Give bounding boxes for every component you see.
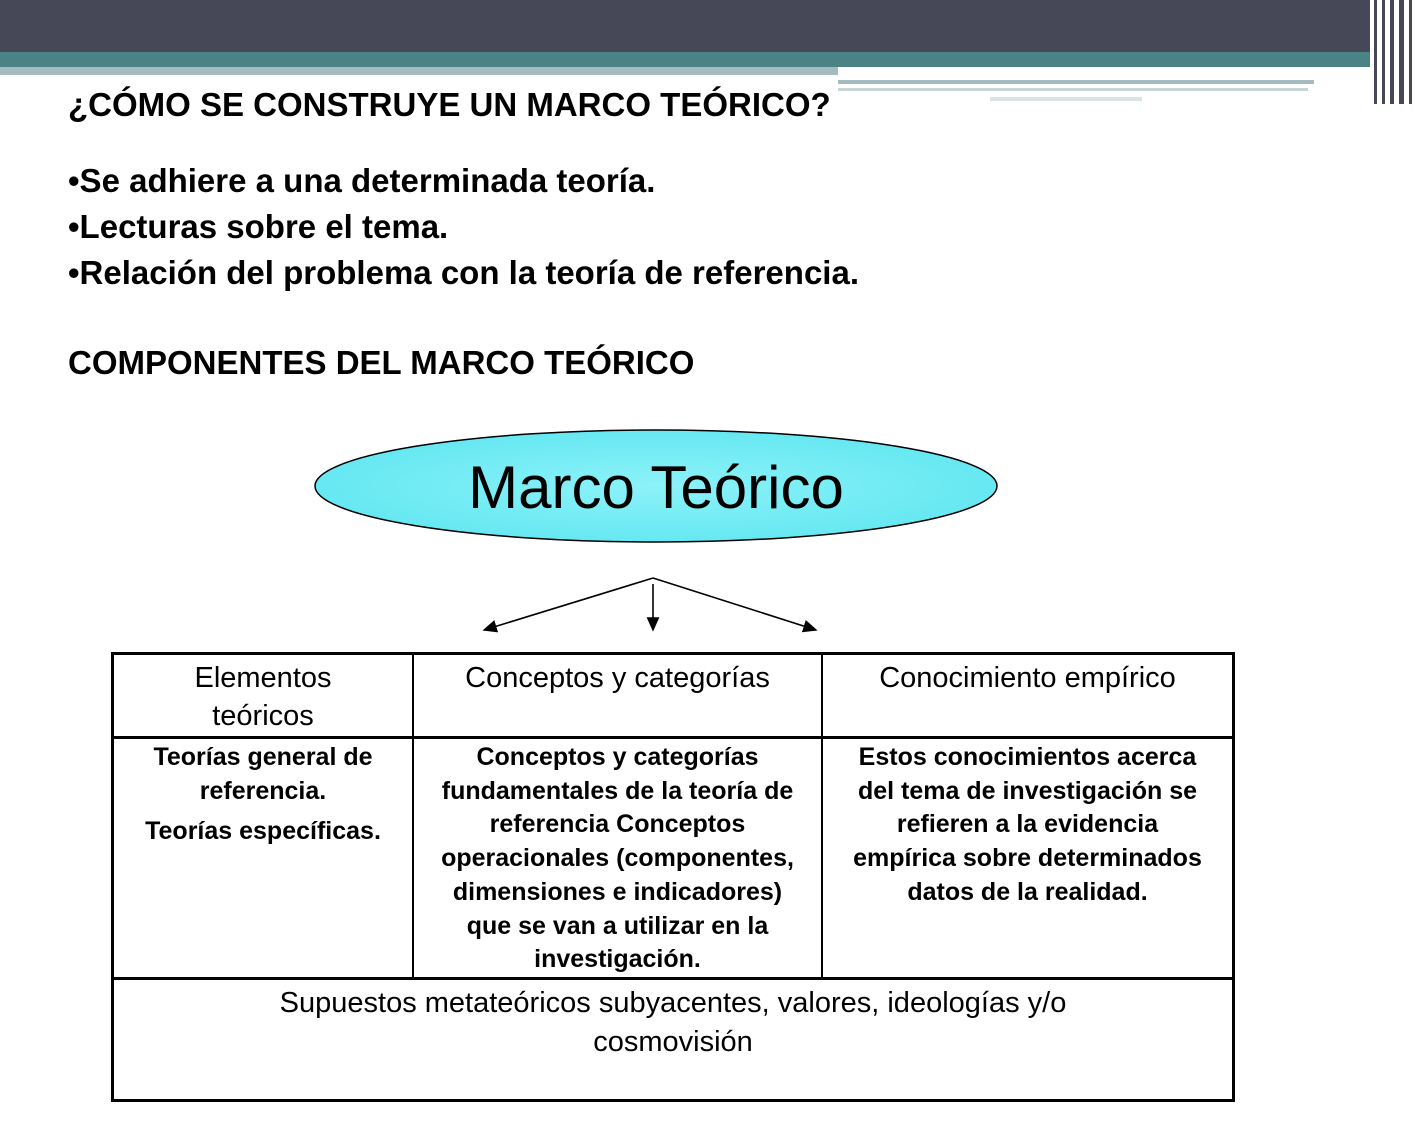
vertical-bar: [1399, 0, 1404, 104]
row-divider: [114, 736, 1232, 739]
header-line: Conocimiento empírico: [879, 662, 1176, 694]
body-line: datos de la realidad.: [907, 877, 1148, 906]
column-body-elementos: [114, 741, 412, 849]
vertical-bar: [1390, 0, 1394, 104]
column-header-conocimiento: [823, 659, 1232, 697]
body-line: dimensiones e indicadores): [452, 877, 783, 906]
section-subtitle: COMPONENTES DEL MARCO TEÓRICO: [68, 344, 695, 381]
body-line: Estos conocimientos acerca: [858, 743, 1197, 771]
header-band-grey: [0, 67, 838, 75]
body-line: refieren a la evidencia: [896, 810, 1159, 839]
header-line: Elementos: [194, 662, 332, 694]
bullet-item: •Se adhiere a una determinada teoría.: [68, 162, 656, 199]
body-line: que se van a utilizar en la: [466, 911, 769, 940]
slide-title: ¿CÓMO SE CONSTRUYE UN MARCO TEÓRICO?: [68, 86, 831, 123]
vertical-bar: [1409, 0, 1412, 104]
body-line: del tema de investigación se: [857, 776, 1197, 805]
body-line: Teorías específicas.: [145, 817, 381, 846]
row-divider: [114, 977, 1232, 980]
header-stripe: [838, 80, 1314, 84]
header-stripe: [990, 97, 1142, 101]
footer-line: Supuestos metateóricos subyacentes, valores, ideologías y/o: [279, 987, 1067, 1019]
corner-vertical-bars: [1370, 0, 1418, 104]
header-line: Conceptos y categorías: [465, 662, 770, 694]
footer-line: cosmovisión: [593, 1026, 753, 1058]
header-line: teóricos: [212, 700, 314, 732]
column-header-conceptos: [414, 659, 821, 697]
vertical-bar: [1374, 0, 1377, 104]
body-line: referencia Conceptos: [489, 810, 746, 839]
body-line: empírica sobre determinados: [853, 844, 1202, 873]
header-stripe: [838, 88, 1308, 91]
vertical-bar: [1382, 0, 1385, 104]
body-line: Teorías general de: [153, 743, 373, 771]
connector-arrows: [470, 570, 830, 640]
bullet-item: •Lecturas sobre el tema.: [68, 208, 449, 245]
components-table: [111, 652, 1235, 1102]
body-line: fundamentales de la teoría de: [441, 776, 794, 805]
column-header-elementos: [114, 659, 412, 735]
bullet-list: [68, 158, 859, 296]
table-footer: [114, 984, 1232, 1062]
bullet-item: •Relación del problema con la teoría de referencia.: [68, 254, 859, 291]
column-body-conocimiento: [823, 741, 1232, 910]
header-band-teal: [0, 52, 1370, 67]
body-line: investigación.: [534, 945, 701, 974]
root-label: Marco Teórico: [468, 454, 844, 521]
body-line: Conceptos y categorías: [476, 743, 759, 771]
body-line: referencia.: [199, 776, 327, 805]
column-body-conceptos: [414, 741, 821, 977]
header-band-dark: [0, 0, 1370, 52]
body-line: operacionales (componentes,: [441, 844, 794, 873]
